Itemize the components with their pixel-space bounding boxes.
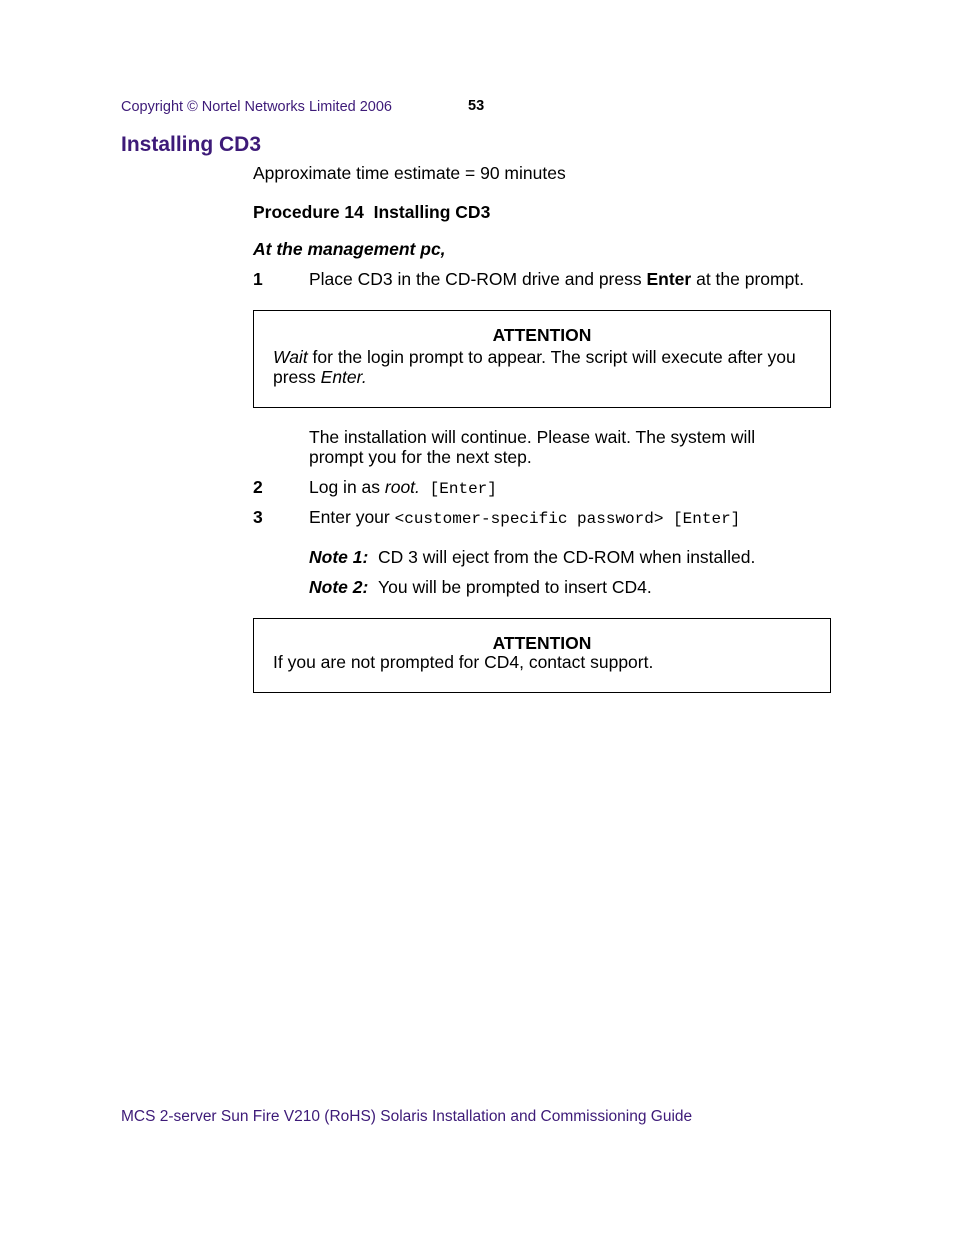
step-2-text <box>309 477 497 499</box>
step-3-number: 3 <box>253 507 263 527</box>
procedure-context: At the management pc, <box>253 239 446 259</box>
note-1-label: Note 1: <box>309 547 369 567</box>
step-2-text-before: Log in as <box>309 477 385 497</box>
step-2-emphasis: root. <box>384 477 420 497</box>
attention-box-1 <box>253 310 831 408</box>
step-1-emphasis: Enter <box>646 269 692 289</box>
step-1-number: 1 <box>253 269 263 289</box>
attention-1-italic-start: Wait <box>273 347 308 367</box>
step-2-number: 2 <box>253 477 263 497</box>
attention-2-body: If you are not prompted for CD4, contact support. <box>273 652 654 672</box>
note-2-label: Note 2: <box>309 577 369 597</box>
step-3-code: <customer-specific password> [Enter] <box>394 510 741 528</box>
note-1 <box>309 547 755 567</box>
attention-1-italic-end: Enter. <box>320 367 367 387</box>
step-1-text-after: at the prompt. <box>691 269 805 289</box>
note-1-text: CD 3 will eject from the CD-ROM when installed. <box>378 547 756 567</box>
continuation-text: The installation will continue. Please wait. The system will prompt you for the next step. <box>309 427 756 467</box>
step-1-text <box>309 269 849 289</box>
attention-2-title: ATTENTION <box>492 633 592 653</box>
section-title: Installing CD3 <box>121 133 262 156</box>
step-1-text-before: Place CD3 in the CD-ROM drive and press <box>309 269 647 289</box>
note-2 <box>309 577 652 597</box>
attention-1-title: ATTENTION <box>492 325 592 345</box>
step-2-code: [Enter] <box>429 480 497 498</box>
procedure-heading <box>253 202 490 222</box>
note-2-text: You will be prompted to insert CD4. <box>378 577 652 597</box>
step-3-text-before: Enter your <box>309 507 395 527</box>
step-3-text <box>309 507 740 529</box>
attention-1-body <box>273 347 811 387</box>
copyright-notice: Copyright © Nortel Networks Limited 2006 <box>121 99 392 115</box>
procedure-label: Procedure 14 <box>253 202 364 222</box>
attention-1-text: for the login prompt to appear. The script will execute after you press <box>273 347 796 387</box>
attention-box-2 <box>253 618 831 693</box>
time-estimate: Approximate time estimate = 90 minutes <box>253 163 566 183</box>
procedure-title: Installing CD3 <box>373 202 491 222</box>
footer-title: MCS 2-server Sun Fire V210 (RoHS) Solaris Installation and Commissioning Guide <box>121 1108 693 1125</box>
page-number: 53 <box>468 98 485 114</box>
